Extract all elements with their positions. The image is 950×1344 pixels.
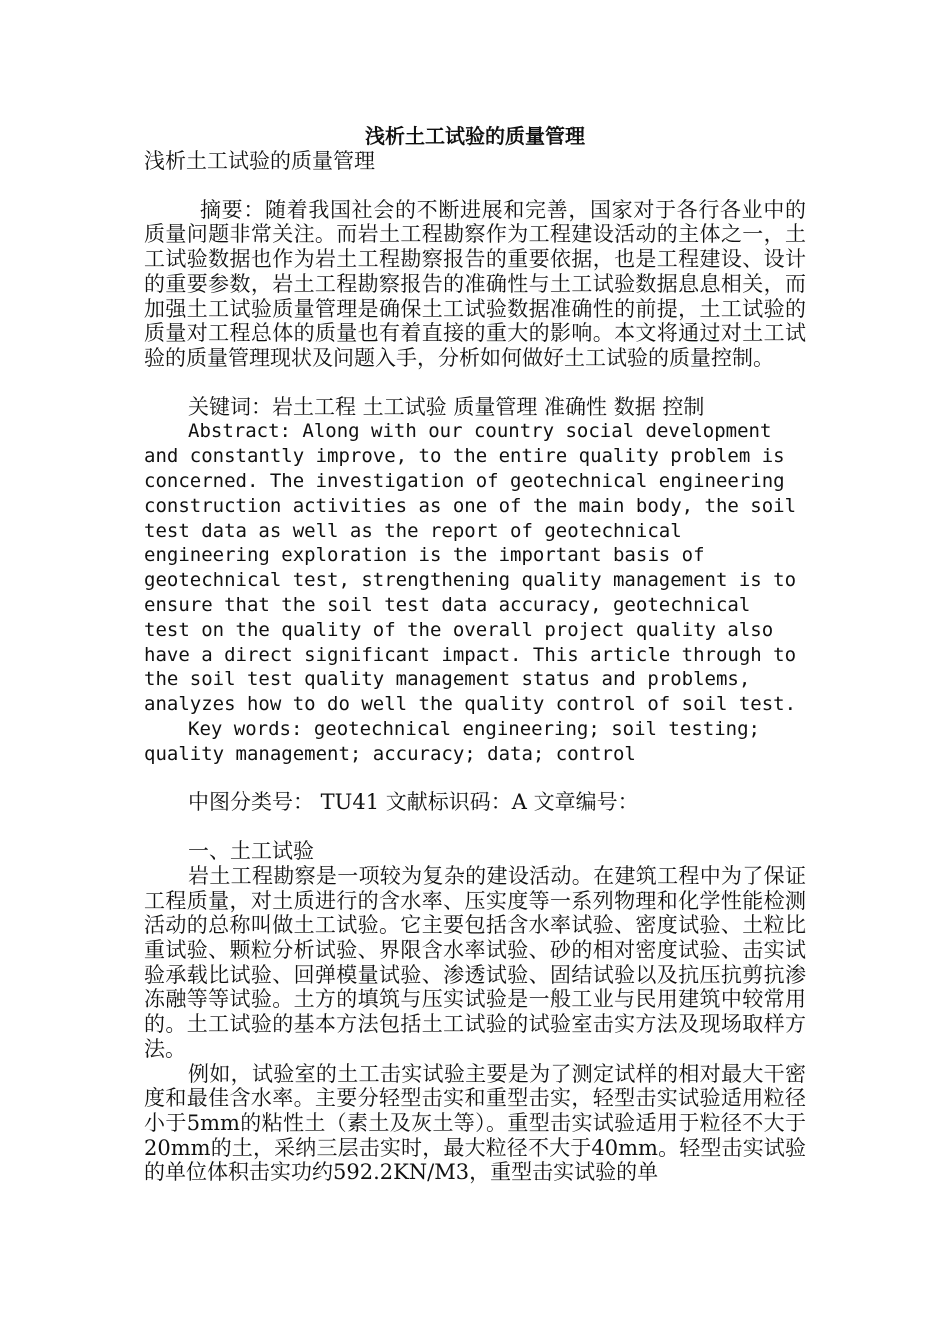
keywords-chinese: 关键词：岩土工程 土工试验 质量管理 准确性 数据 控制 — [188, 394, 705, 419]
section-heading: 一、土工试验 — [188, 839, 314, 864]
document-subtitle: 浅析土工试验的质量管理 — [144, 149, 375, 173]
keywords-english: Key words: geotechnical engineering; soil testing; quality management; accuracy; data; control — [144, 717, 760, 765]
abstract-chinese: 摘要：随着我国社会的不断进展和完善，国家对于各行各业中的质量问题非常关注。而岩土工程勘察作为工程建设活动的主体之一，土工试验数据也作为岩土工程勘察报告的重要依据，也是工程建设、设计的重要参数，岩土工程勘察报告的准确性与土工试验数据息息相关，而加强土工试验质量管理是确保土工试验数据准确性的前提，土工试验的质量对工程总体的质量也有着直接的重大的影响。本文将通过对土工试验的质量管理现状及问题入手，分析如何做好土工试验的质量控制。 — [144, 197, 806, 370]
spacer — [144, 174, 806, 198]
spacer — [144, 371, 806, 395]
spacer — [144, 815, 806, 839]
document-body — [144, 123, 806, 1185]
abstract-english: Abstract: Along with our country social development and constantly improve, to the entire quality problem is concerned. The investigation of geotechnical engineering construction activities as one of the main body, the soil test data as well as the report of geotechnical engineering exploration is the important basis of geotechnical test, strengthening quality management is to ensure that the soil test data accuracy, geotechnical test on the quality of the overall project quality also have a direct significant impact. This article through to the soil test quality management status and problems, analyzes how to do well the quality control of soil test. — [144, 420, 797, 716]
body-paragraph: 岩土工程勘察是一项较为复杂的建设活动。在建筑工程中为了保证工程质量，对土质进行的含水率、压实度等一系列物理和化学性能检测活动的总称叫做土工试验。它主要包括含水率试验、密度试验、土粒比重试验、颗粒分析试验、界限含水率试验、砂的相对密度试验、击实试验承载比试验、回弹模量试验、渗透试验、固结试验以及抗压抗剪抗渗冻融等等试验。土方的填筑与压实试验是一般工业与民用建筑中较常用的。土工试验的基本方法包括土工试验的试验室击实方法及现场取样方法。 — [144, 863, 806, 1061]
spacer — [144, 766, 806, 790]
document-title: 浅析土工试验的质量管理 — [365, 124, 585, 148]
body-paragraph: 例如，试验室的土工击实试验主要是为了测定试样的相对最大干密度和最佳含水率。主要分轻型击实和重型击实，轻型击实试验适用粒径小于5mm的粘性土（素土及灰土等）。重型击实试验适用于粒径不大于20mm的土，采纳三层击实时，最大粒径不大于40mm。轻型击实试验的单位体积击实功约592.2KN/M3，重型击实试验的单 — [144, 1061, 806, 1185]
classification-line: 中图分类号： TU41 文献标识码：A 文章编号： — [188, 790, 639, 815]
